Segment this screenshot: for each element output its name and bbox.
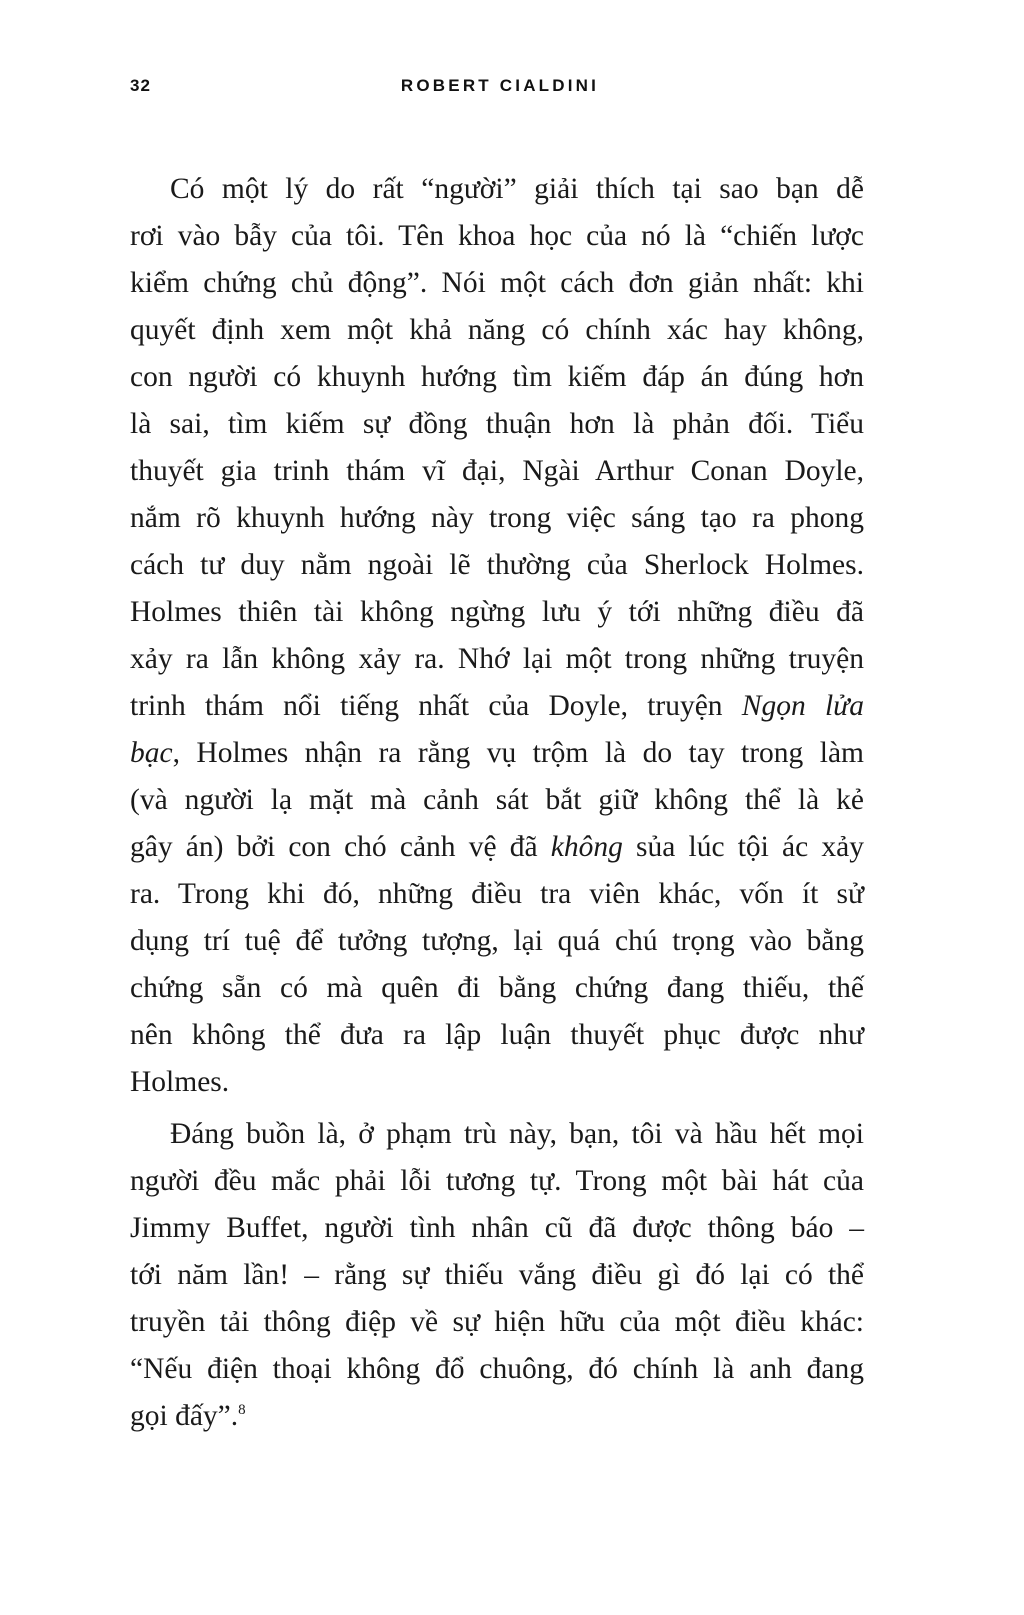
text-line (130, 166, 864, 213)
text-line (130, 636, 864, 683)
italic-text: bạc (130, 737, 173, 769)
text-line (130, 589, 864, 636)
text-line (130, 871, 864, 918)
text-segment: nắm rõ khuynh hướng này trong việc sáng tạo ra phong (130, 502, 864, 534)
text-segment: rơi vào bẫy của tôi. Tên khoa học của nó là “chiến lược (130, 220, 864, 252)
page-number: 32 (130, 76, 151, 95)
text-line (130, 918, 864, 965)
italic-text: không (550, 831, 623, 863)
running-head: ROBERT CIALDINI (400, 76, 600, 95)
text-line (130, 401, 864, 448)
text-segment: con người có khuynh hướng tìm kiếm đáp án đúng hơn (130, 361, 864, 393)
text-line (130, 495, 864, 542)
text-segment: quyết định xem một khả năng có chính xác hay không, (130, 314, 864, 346)
text-line (130, 1252, 864, 1299)
text-segment: nên không thể đưa ra lập luận thuyết phục được như (130, 1019, 864, 1051)
text-line (130, 1012, 864, 1059)
text-segment: “Nếu điện thoại không đổ chuông, đó chính là anh đang (130, 1353, 864, 1385)
text-segment: trinh thám nổi tiếng nhất của Doyle, truyện (130, 690, 742, 722)
text-segment: sủa lúc tội ác xảy (622, 831, 864, 863)
italic-text: Ngọn lửa (741, 690, 864, 722)
text-line (130, 1393, 864, 1440)
text-segment: gọi đấy”. (130, 1400, 239, 1432)
text-segment: (và người lạ mặt mà cảnh sát bắt giữ không thể là kẻ (130, 784, 864, 816)
text-segment: cách tư duy nằm ngoài lẽ thường của Sherlock Holmes. (130, 549, 864, 581)
text-segment: Holmes. (130, 1066, 230, 1098)
text-line (130, 448, 864, 495)
text-segment: xảy ra lẫn không xảy ra. Nhớ lại một trong những truyện (130, 643, 864, 675)
text-line (130, 1059, 864, 1106)
text-segment: người đều mắc phải lỗi tương tự. Trong một bài hát của (130, 1165, 864, 1197)
paragraph (130, 1111, 864, 1440)
text-line (130, 1111, 864, 1158)
text-line (130, 1158, 864, 1205)
text-segment: gây án) bởi con chó cảnh vệ đã (130, 831, 551, 863)
text-segment: Đáng buồn là, ở phạm trù này, bạn, tôi và hầu hết mọi (170, 1118, 864, 1150)
text-segment: Holmes thiên tài không ngừng lưu ý tới những điều đã (130, 596, 864, 628)
text-line (130, 354, 864, 401)
text-line (130, 307, 864, 354)
text-line (130, 1346, 864, 1393)
text-segment: chứng sẵn có mà quên đi bằng chứng đang thiếu, thế (130, 972, 864, 1004)
text-line (130, 1205, 864, 1252)
paragraph (130, 166, 864, 1106)
text-line (130, 824, 864, 871)
text-line (130, 777, 864, 824)
text-segment: dụng trí tuệ để tưởng tượng, lại quá chú trọng vào bằng (130, 925, 864, 957)
text-segment: Jimmy Buffet, người tình nhân cũ đã được thông báo – (130, 1212, 864, 1244)
body-text (130, 166, 864, 1440)
text-line (130, 1299, 864, 1346)
text-segment: truyền tải thông điệp về sự hiện hữu của một điều khác: (130, 1306, 864, 1338)
text-segment: , Holmes nhận ra rằng vụ trộm là do tay trong làm (172, 737, 864, 769)
text-line (130, 965, 864, 1012)
text-segment: Có một lý do rất “người” giải thích tại sao bạn dễ (170, 173, 864, 205)
text-segment: thuyết gia trinh thám vĩ đại, Ngài Arthur Conan Doyle, (130, 455, 864, 487)
text-segment: kiểm chứng chủ động”. Nói một cách đơn giản nhất: khi (130, 267, 864, 299)
text-line (130, 542, 864, 589)
text-line (130, 213, 864, 260)
text-segment: tới năm lần! – rằng sự thiếu vắng điều gì đó lại có thể (130, 1259, 864, 1291)
text-line (130, 260, 864, 307)
text-line (130, 730, 864, 777)
text-segment: ra. Trong khi đó, những điều tra viên khác, vốn ít sử (130, 878, 864, 910)
footnote-marker: 8 (238, 1402, 246, 1419)
text-segment: là sai, tìm kiếm sự đồng thuận hơn là phản đối. Tiểu (130, 408, 864, 440)
text-line (130, 683, 864, 730)
